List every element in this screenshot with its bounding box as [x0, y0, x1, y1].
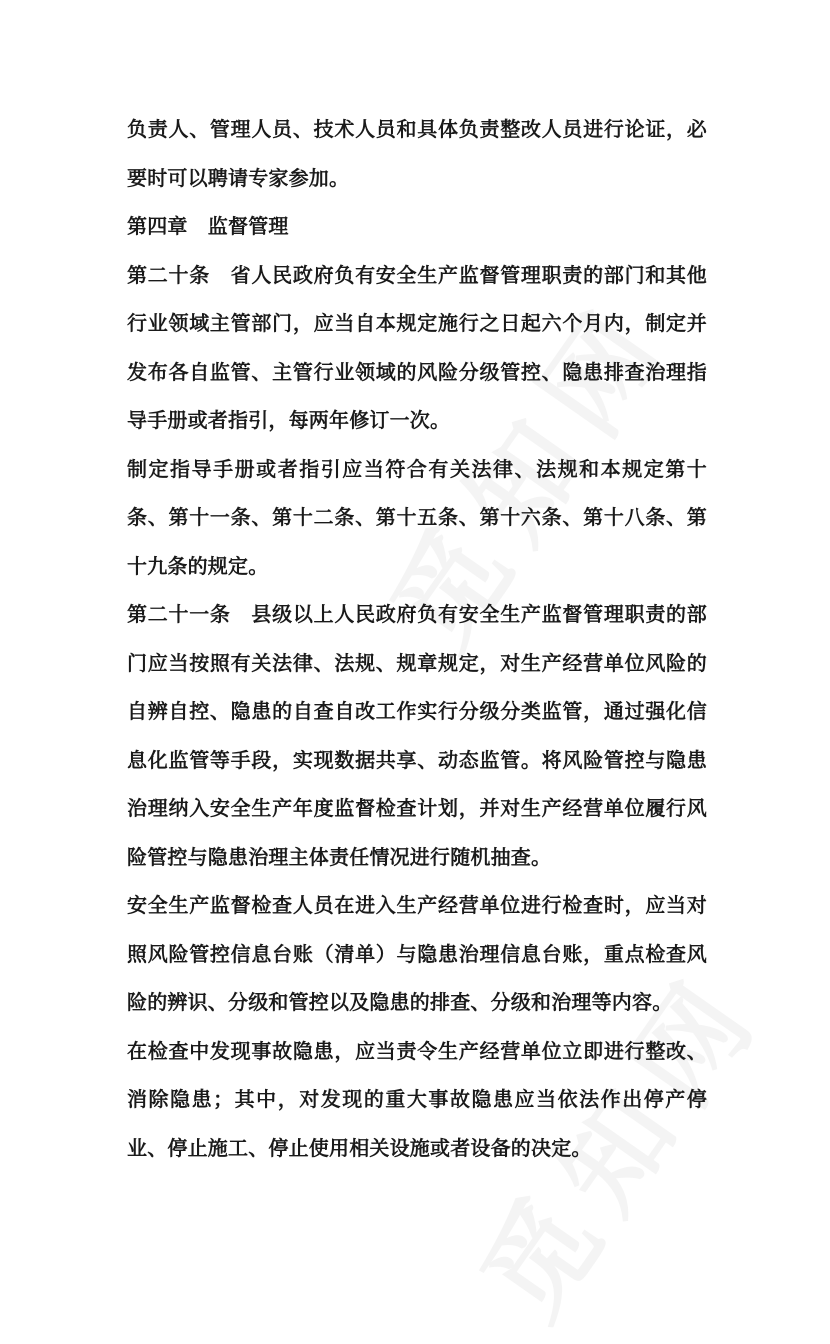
document-body — [127, 105, 707, 1172]
article-21-paragraph-2: 安全生产监督检查人员在进入生产经营单位进行检查时，应当对照风险管控信息台账（清单）与隐患治理信息台账，重点检查风险的辨识、分级和管控以及隐患的排查、分级和治理等内容。 — [127, 893, 707, 1014]
article-21-paragraph-3: 在检查中发现事故隐患，应当责令生产经营单位立即进行整改、消除隐患；其中，对发现的重大事故隐患应当依法作出停产停业、停止施工、停止使用相关设施或者设备的决定。 — [127, 1038, 707, 1160]
article-21: 第二十一条 县级以上人民政府负有安全生产监督管理职责的部门应当按照有关法律、法规、规章规定，对生产经营单位风险的自辨自控、隐患的自查自改工作实行分级分类监管，通过强化信息化监管等手段，实现数据共享、动态监管。将风险管控与隐患治理纳入安全生产年度监督检查计划，并对生产经营单位履行风险管控与隐患治理主体责任情况进行随机抽查。 — [127, 602, 707, 869]
article-20: 第二十条 省人民政府负有安全生产监督管理职责的部门和其他行业领域主管部门，应当自本规定施行之日起六个月内，制定并发布各自监管、主管行业领域的风险分级管控、隐患排查治理指导手册或者指引，每两年修订一次。 — [127, 262, 707, 432]
article-20-paragraph-2: 制定指导手册或者指引应当符合有关法律、法规和本规定第十条、第十一条、第十二条、第十五条、第十六条、第十八条、第十九条的规定。 — [127, 456, 707, 578]
paragraph-continuation: 负责人、管理人员、技术人员和具体负责整改人员进行论证，必要时可以聘请专家参加。 — [127, 117, 707, 190]
chapter-heading: 第四章 监督管理 — [127, 214, 289, 238]
